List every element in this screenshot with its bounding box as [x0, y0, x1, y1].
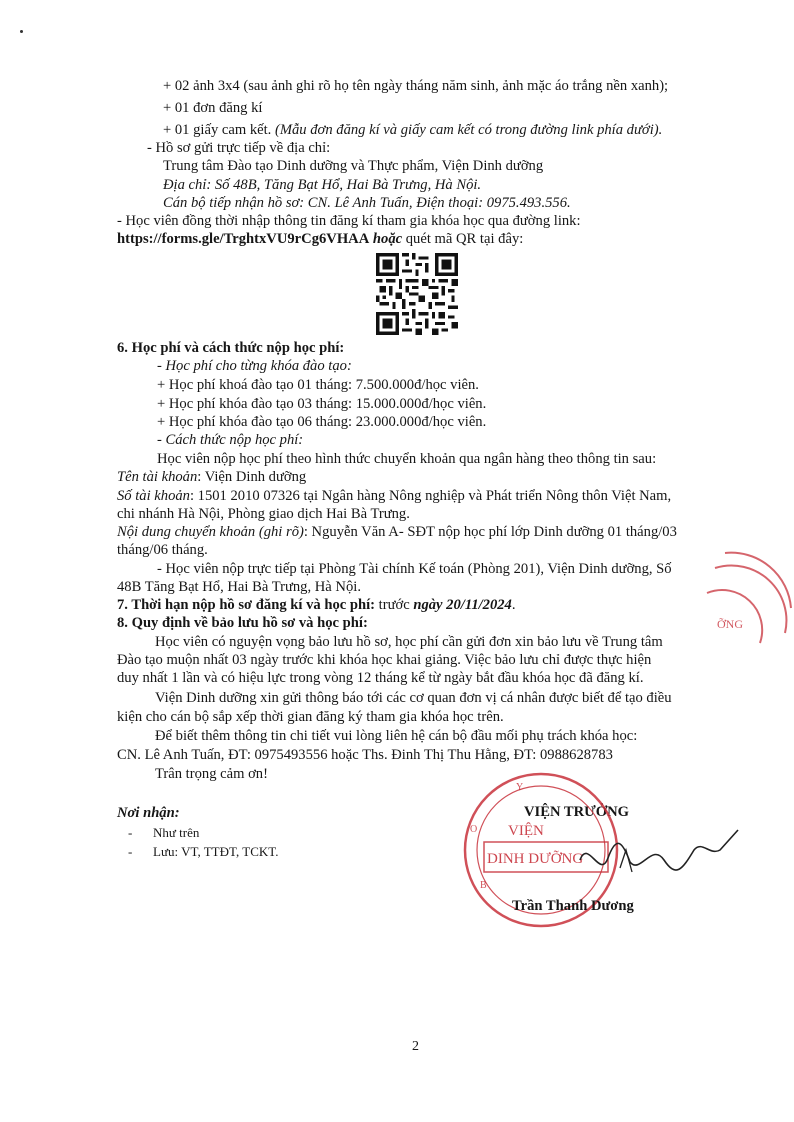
- transfer-content-label: Nội dung chuyển khoản (ghi rõ): [117, 524, 304, 540]
- bank-branch: chi nhánh Hà Nội, Phòng giao dịch Hai Bà Trưng.: [117, 506, 410, 522]
- direct-pay: - Học viên nộp trực tiếp tại Phòng Tài chính Kế toán (Phòng 201), Viện Dinh dưỡng, Số: [157, 561, 672, 577]
- link-or: hoặc: [369, 231, 403, 247]
- transfer-intro: Học viên nộp học phí theo hình thức chuyển khoản qua ngân hàng theo thông tin sau:: [157, 451, 657, 467]
- direct-pay-cont: 48B Tăng Bạt Hổ, Hai Bà Trưng, Hà Nội.: [117, 579, 361, 595]
- account-name-label: Tên tài khoản: [117, 469, 198, 485]
- recipients-heading: Nơi nhận:: [117, 805, 180, 821]
- fee-1-month: + Học phí khoá đào tạo 01 tháng: 7.500.000đ/học viên.: [157, 377, 479, 393]
- recipient-dash-2: -: [128, 844, 133, 859]
- form-link[interactable]: https://forms.gle/TrghtxVU9rCg6VHAA: [117, 231, 370, 247]
- center-name: Trung tâm Đào tạo Dinh dưỡng và Thực phẩm, Viện Dinh dưỡng: [163, 158, 544, 174]
- svg-text:B: B: [480, 880, 487, 891]
- deadline-end: .: [511, 597, 516, 613]
- reserve-heading: 8. Quy định về bảo lưu hồ sơ và học phí:: [117, 615, 368, 631]
- transfer-content: [117, 524, 677, 541]
- svg-text:O: O: [470, 824, 478, 835]
- item-commitment: [163, 122, 662, 139]
- recipient-dash-1: -: [128, 825, 133, 840]
- qr-code[interactable]: [376, 253, 458, 335]
- transfer-content-cont: tháng/06 tháng.: [117, 542, 208, 558]
- svg-text:ỠNG: ỠNG: [717, 617, 743, 631]
- recipient-1: Như trên: [153, 825, 200, 840]
- page-number: 2: [412, 1039, 419, 1054]
- online-note: - Học viên đồng thời nhập thông tin đăng kí tham gia khóa học qua đường link:: [117, 213, 581, 229]
- link-tail: quét mã QR tại đây:: [402, 231, 524, 247]
- deadline-before: trước: [375, 597, 414, 613]
- reserve-line-1: Học viên có nguyện vọng bảo lưu hồ sơ, học phí cần gửi đơn xin bảo lưu về Trung tâm: [155, 634, 663, 650]
- contact-line-2: CN. Lê Anh Tuấn, ĐT: 0975493556 hoặc Ths. Đinh Thị Thu Hằng, ĐT: 0988628783: [117, 747, 613, 763]
- transfer-content-value: : Nguyễn Văn A- SĐT nộp học phí lớp Dinh dưỡng 01 tháng/03: [303, 524, 677, 540]
- reserve-line-2: Đào tạo muộn nhất 03 ngày trước khi khóa học khai giảng. Việc bảo lưu chỉ được thực hiện: [117, 652, 652, 668]
- recipient-2: Lưu: VT, TTĐT, TCKT.: [153, 844, 279, 859]
- notice-line-1: Viện Dinh dưỡng xin gửi thông báo tới các cơ quan đơn vị cá nhân được biết để tạo điều: [155, 690, 672, 706]
- signer-name: Trần Thanh Dương: [512, 898, 634, 914]
- fees-heading: 6. Học phí và cách thức nộp học phí:: [117, 340, 345, 356]
- item-photos: + 02 ảnh 3x4 (sau ảnh ghi rõ họ tên ngày tháng năm sinh, ảnh mặc áo trắng nền xanh);: [163, 78, 669, 94]
- payment-method: - Cách thức nộp học phí:: [157, 432, 304, 448]
- fees-per-course: - Học phí cho từng khóa đào tạo:: [157, 358, 352, 374]
- item-form: + 01 đơn đăng kí: [163, 100, 263, 116]
- margin-stamp-fragment: [705, 548, 794, 658]
- account-name: [117, 469, 306, 486]
- signer-title: VIỆN TRƯỞNG: [524, 804, 630, 820]
- notice-line-2: kiện cho cán bộ sắp xếp thời gian đăng ký tham gia khóa học trên.: [117, 709, 504, 725]
- deadline: [117, 597, 516, 614]
- stamp-line-2: DINH DƯỠNG: [487, 851, 584, 867]
- account-number-value: : 1501 2010 07326 tại Ngân hàng Nông nghiệp và Phát triển Nông thôn Việt Nam,: [189, 488, 672, 504]
- item-commitment-note: (Mẫu đơn đăng kí và giấy cam kết có trong đường link phía dưới).: [274, 122, 663, 138]
- fee-6-month: + Học phí khóa đào tạo 06 tháng: 23.000.000đ/học viên.: [157, 414, 487, 430]
- receiver: Cán bộ tiếp nhận hồ sơ: CN. Lê Anh Tuấn, Điện thoại: 0975.493.556.: [163, 195, 571, 211]
- fee-3-month: + Học phí khóa đào tạo 03 tháng: 15.000.000đ/học viên.: [157, 396, 487, 412]
- scan-speck: [20, 30, 23, 33]
- address: Địa chỉ: Số 48B, Tăng Bạt Hổ, Hai Bà Trưng, Hà Nội.: [163, 177, 482, 193]
- signature-scribble: [560, 820, 750, 890]
- svg-text:Y: Y: [516, 782, 524, 793]
- stamp-line-1: VIỆN: [508, 823, 544, 839]
- link-line: [117, 231, 523, 248]
- direct-submit: - Hồ sơ gửi trực tiếp về địa chỉ:: [147, 140, 331, 156]
- account-name-value: : Viện Dinh dưỡng: [197, 469, 307, 485]
- reserve-line-3: duy nhất 1 lần và có hiệu lực trong vòng 12 tháng kể từ ngày bắt đầu khóa học đã đăng kí.: [117, 670, 644, 686]
- deadline-date: ngày 20/11/2024: [413, 597, 512, 613]
- contact-line-1: Để biết thêm thông tin chi tiết vui lòng liên hệ cán bộ đầu mối phụ trách khóa học:: [155, 728, 638, 744]
- account-number-label: Số tài khoản: [117, 488, 190, 504]
- deadline-heading: 7. Thời hạn nộp hồ sơ đăng kí và học phí:: [117, 597, 376, 613]
- thanks: Trân trọng cảm ơn!: [155, 766, 268, 782]
- item-commitment-text: + 01 giấy cam kết.: [163, 122, 275, 138]
- account-number: [117, 488, 671, 505]
